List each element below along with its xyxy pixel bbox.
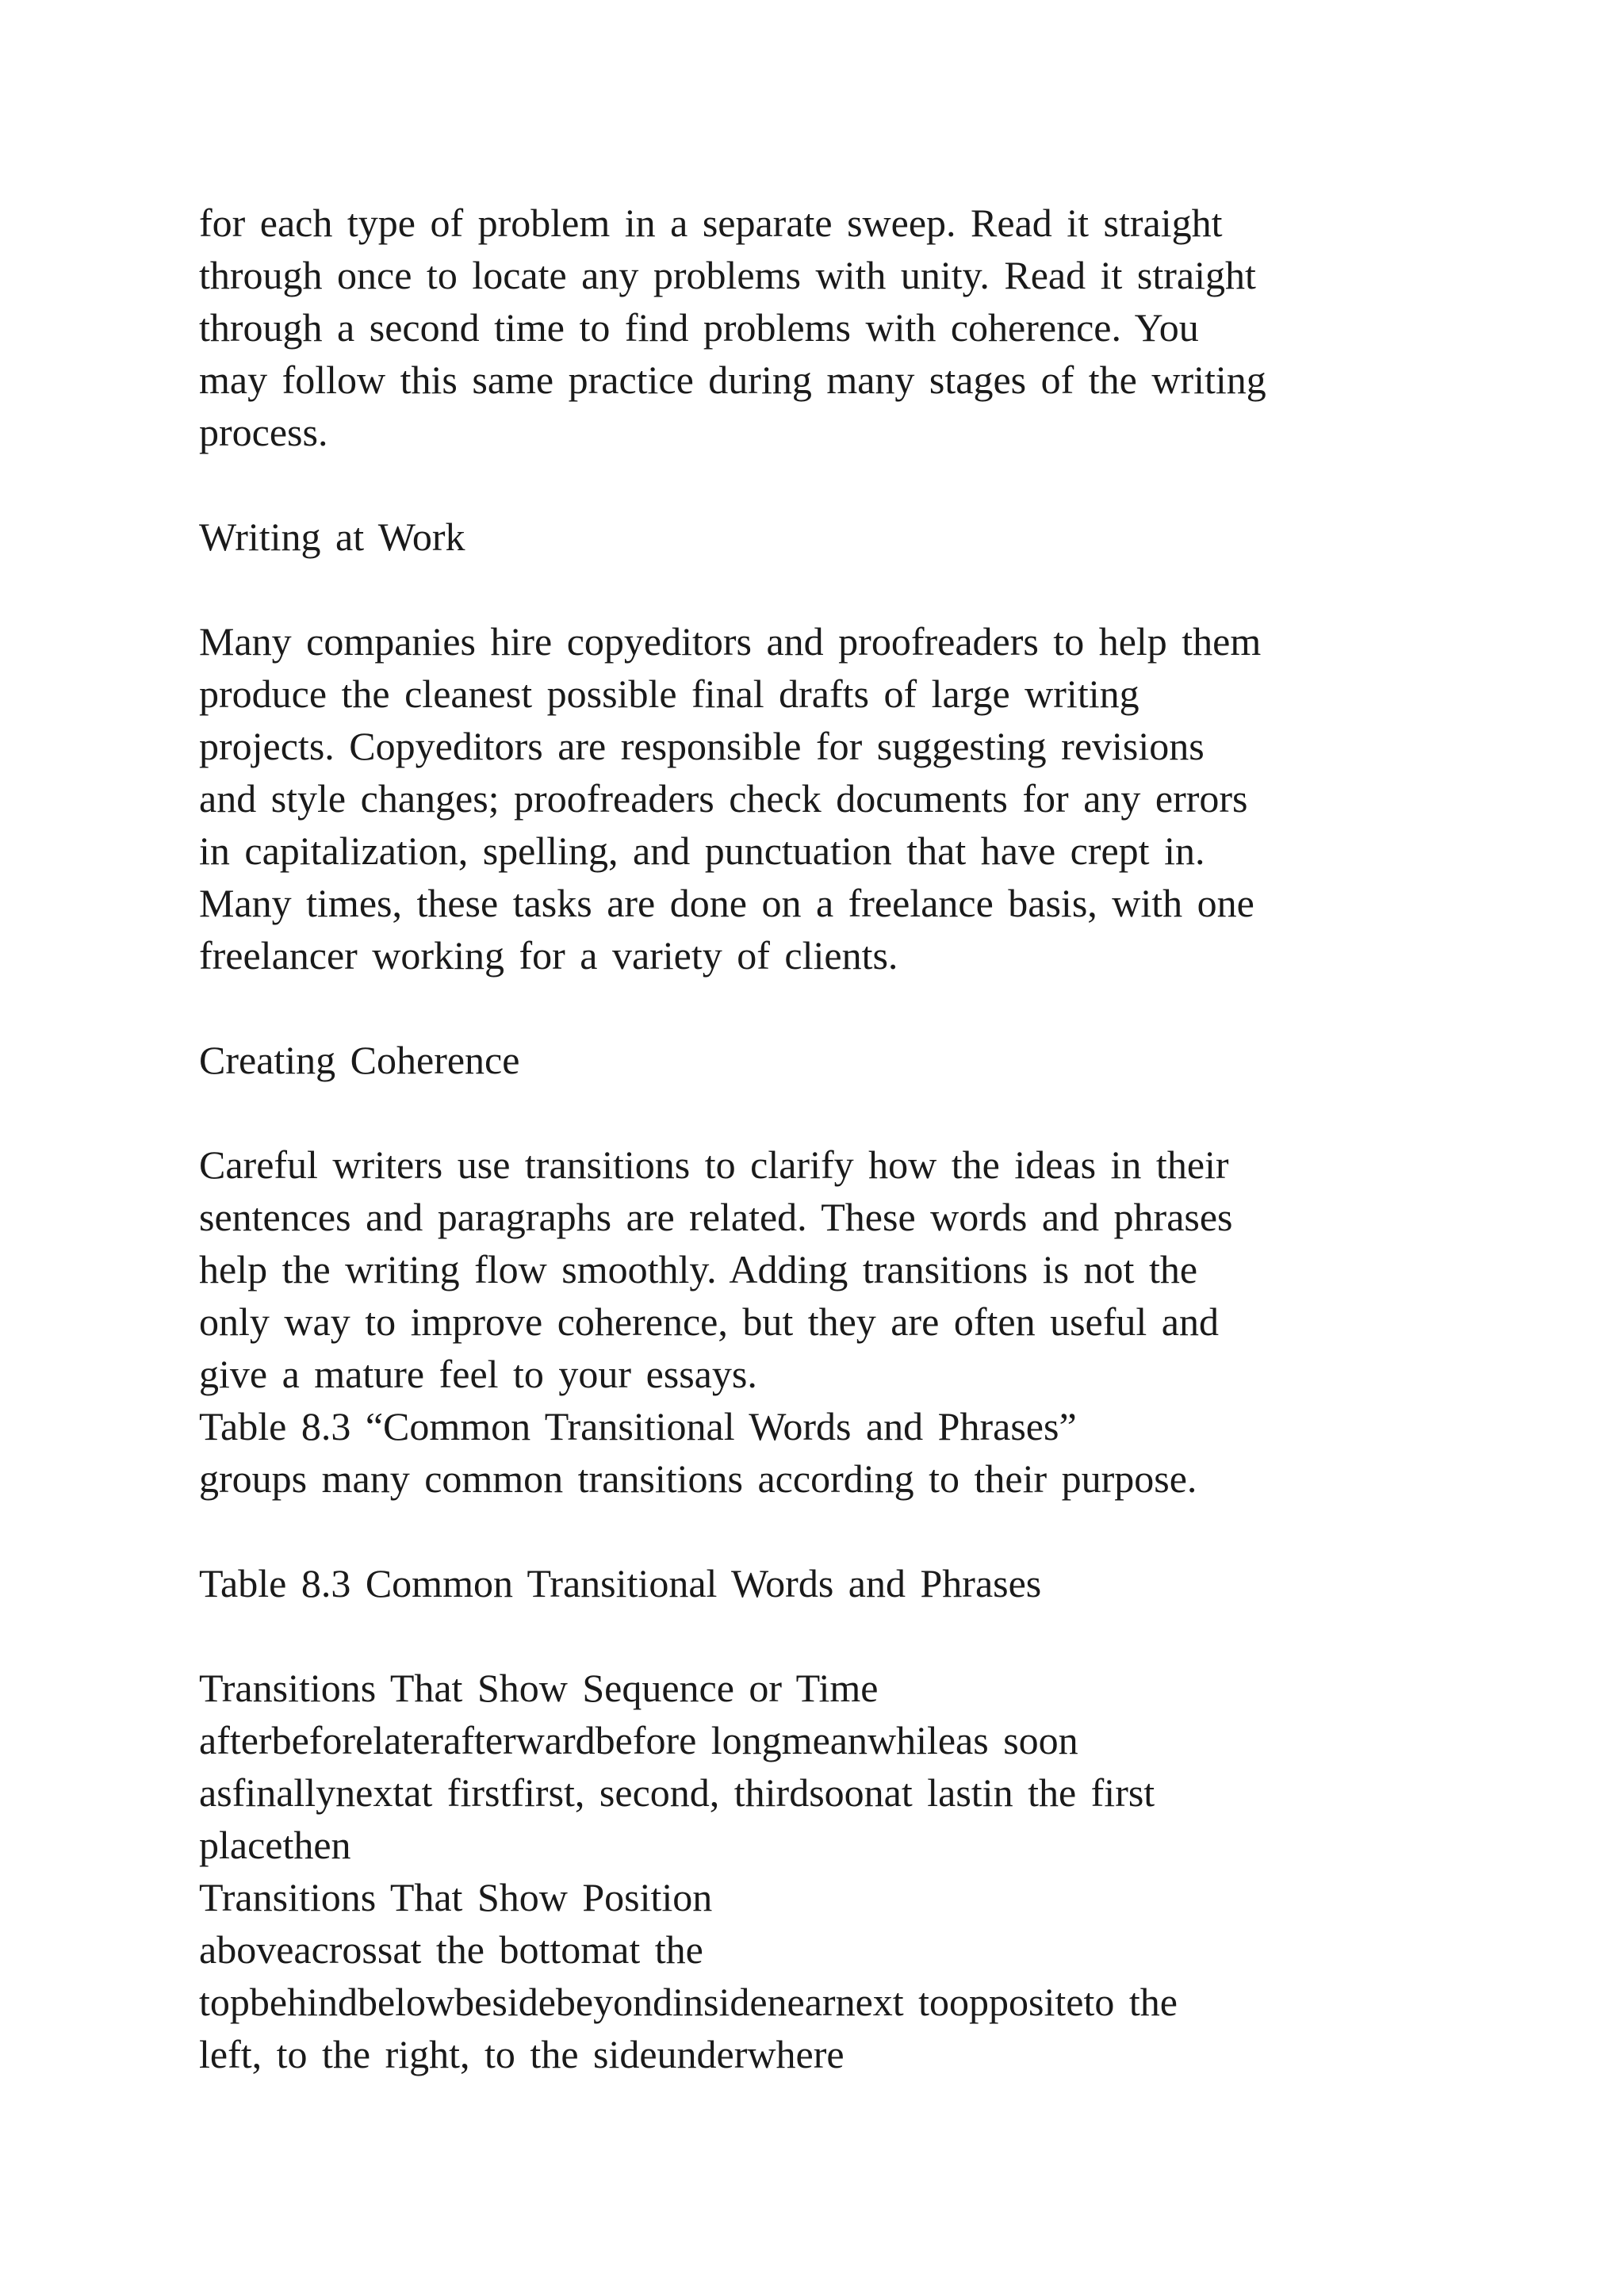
heading-creating-coherence: Creating Coherence xyxy=(199,1038,520,1082)
paragraph-2-line-7: freelancer working for a variety of clients. xyxy=(199,933,898,978)
paragraph-1-line-4: may follow this same practice during many stages of the writing xyxy=(199,358,1266,402)
table-content-line: aboveacrossat the bottomat the xyxy=(199,1927,703,1972)
paragraph-1-line-2: through once to locate any problems with unity. Read it straight xyxy=(199,253,1256,297)
paragraph-3-line-1: Careful writers use transitions to clarify how the ideas in their xyxy=(199,1142,1229,1187)
paragraph-2-line-1: Many companies hire copyeditors and proofreaders to help them xyxy=(199,619,1262,664)
paragraph-3-line-5: give a mature feel to your essays. xyxy=(199,1352,757,1396)
paragraph-3-line-2: sentences and paragraphs are related. These words and phrases xyxy=(199,1195,1233,1239)
heading-writing-at-work: Writing at Work xyxy=(199,515,465,559)
table-content-line: left, to the right, to the sideunderwhere xyxy=(199,2032,845,2076)
paragraph-2-line-2: produce the cleanest possible final drafts of large writing xyxy=(199,672,1139,716)
paragraph-3-line-7: groups many common transitions according to their purpose. xyxy=(199,1456,1197,1501)
paragraph-1-line-1: for each type of problem in a separate sweep. Read it straight xyxy=(199,201,1223,245)
table-content-line: topbehindbelowbesidebeyondinsidenearnext tooppositeto the xyxy=(199,1980,1178,2024)
paragraph-1-line-5: process. xyxy=(199,410,328,454)
paragraph-3-line-3: help the writing flow smoothly. Adding transitions is not the xyxy=(199,1247,1198,1292)
table-caption: Table 8.3 Common Transitional Words and Phrases xyxy=(199,1561,1042,1605)
paragraph-2-line-4: and style changes; proofreaders check documents for any errors xyxy=(199,776,1248,821)
table-content-line: placethen xyxy=(199,1823,351,1867)
table-section-heading-sequence: Transitions That Show Sequence or Time xyxy=(199,1666,879,1710)
paragraph-2-line-5: in capitalization, spelling, and punctuation that have crept in. xyxy=(199,828,1205,873)
paragraph-2-line-3: projects. Copyeditors are responsible for suggesting revisions xyxy=(199,724,1205,768)
table-section-heading-position: Transitions That Show Position xyxy=(199,1875,713,1919)
table-reference-line: Table 8.3 “Common Transitional Words and Phrases” xyxy=(199,1404,1077,1448)
table-content-line: asfinallynextat firstfirst, second, thirdsoonat lastin the first xyxy=(199,1770,1155,1815)
paragraph-3-line-4: only way to improve coherence, but they are often useful and xyxy=(199,1299,1219,1344)
paragraph-1-line-3: through a second time to find problems with coherence. You xyxy=(199,305,1199,350)
paragraph-2-line-6: Many times, these tasks are done on a freelance basis, with one xyxy=(199,881,1254,925)
table-content-line: afterbeforelaterafterwardbefore longmeanwhileas soon xyxy=(199,1718,1078,1762)
